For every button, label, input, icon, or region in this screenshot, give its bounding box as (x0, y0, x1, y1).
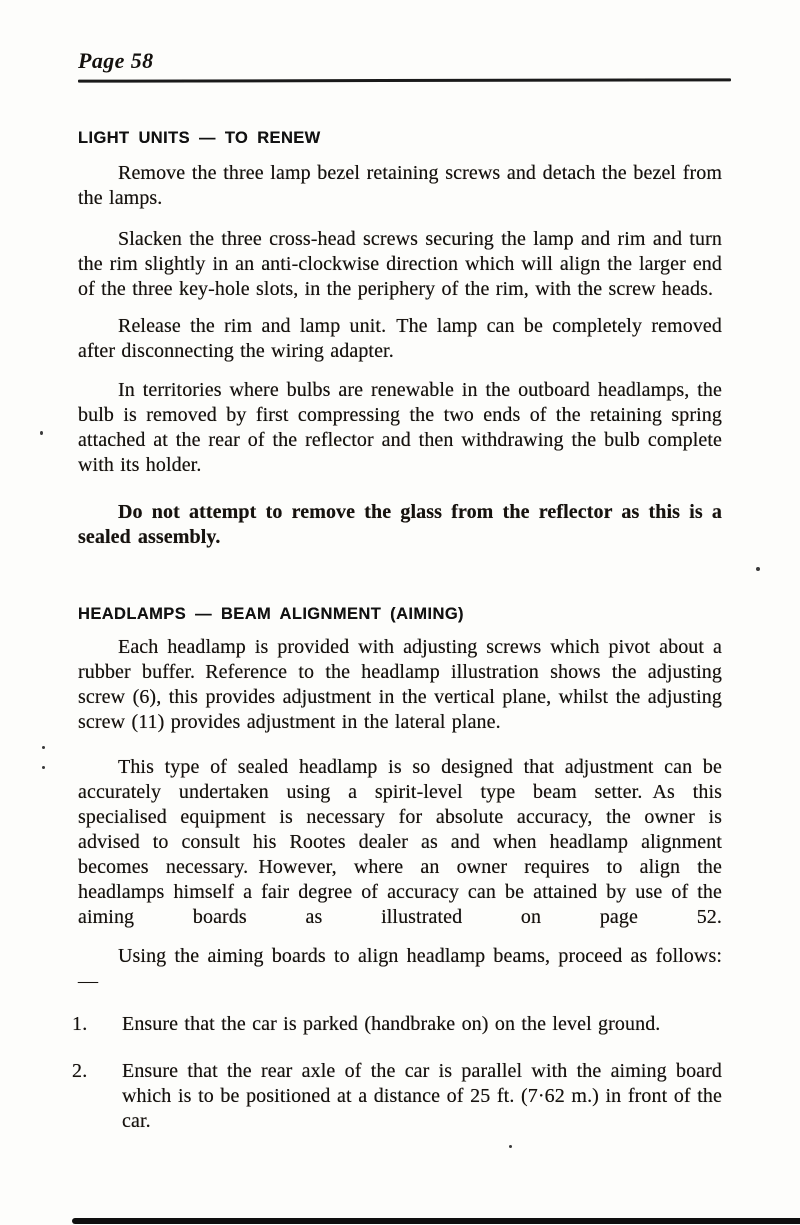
step-item (72, 1059, 722, 1134)
paragraph: Each headlamp is provided with adjusting screws which pivot about a rubber buffer. Reference to the headlamp illustration shows the adjusting screw (6), this provides adjustment in the vertical plane, whilst the adjusting screw (11) provides adjustment in the lateral plane. (78, 636, 722, 733)
scan-speck (42, 746, 45, 749)
paragraph: Release the rim and lamp unit. The lamp can be completely removed after disconnecting the wiring adapter. (78, 315, 722, 362)
step-text: Ensure that the rear axle of the car is parallel with the aiming board which is to be positioned at a distance of 25 ft. (7·62 m.) in front of the car. (122, 1060, 722, 1132)
scan-speck (42, 766, 45, 769)
paragraph: Using the aiming boards to align headlamp beams, proceed as follows:— (78, 945, 722, 992)
warning-paragraph: Do not attempt to remove the glass from the reflector as this is a sealed assembly. (78, 501, 722, 548)
step-number: 1. (72, 1013, 88, 1035)
paragraph: In territories where bulbs are renewable in the outboard headlamps, the bulb is removed by first compressing the two ends of the retaining spring attached at the rear of the reflector and then withdrawing the bulb complete with its holder. (78, 379, 722, 476)
scan-edge-artifact (72, 1218, 800, 1224)
page-number-label: Page 58 (78, 48, 154, 73)
paragraph: This type of sealed headlamp is so designed that adjustment can be accurately undertaken using a spirit-level type beam setter. As this specialised equipment is necessary for absolute accuracy, the owner is advised to consult his Rootes dealer as and when headlamp alignment becomes necessary. However, where an owner requires to align the headlamps himself a fair degree of accuracy can be attained by use of the aiming boards as illustrated on page 52. (78, 756, 722, 928)
step-number: 2. (72, 1060, 88, 1082)
step-text: Ensure that the car is parked (handbrake on) on the level ground. (122, 1013, 661, 1035)
scan-speck (40, 431, 43, 435)
scan-speck (756, 567, 760, 571)
step-list (72, 1012, 722, 1134)
section-heading-headlamps: HEADLAMPS — BEAM ALIGNMENT (AIMING) (78, 605, 464, 623)
section-heading-light-units: LIGHT UNITS — TO RENEW (78, 129, 321, 147)
paragraph: Slacken the three cross-head screws securing the lamp and rim and turn the rim slightly in an anti-clockwise direction which will align the larger end of the three key-hole slots, in the periphery of the rim, with the screw heads. (78, 228, 722, 300)
header-rule (78, 78, 731, 82)
paragraph: Remove the three lamp bezel retaining screws and detach the bezel from the lamps. (78, 162, 722, 209)
step-item (72, 1012, 722, 1037)
scan-speck (509, 1145, 512, 1148)
